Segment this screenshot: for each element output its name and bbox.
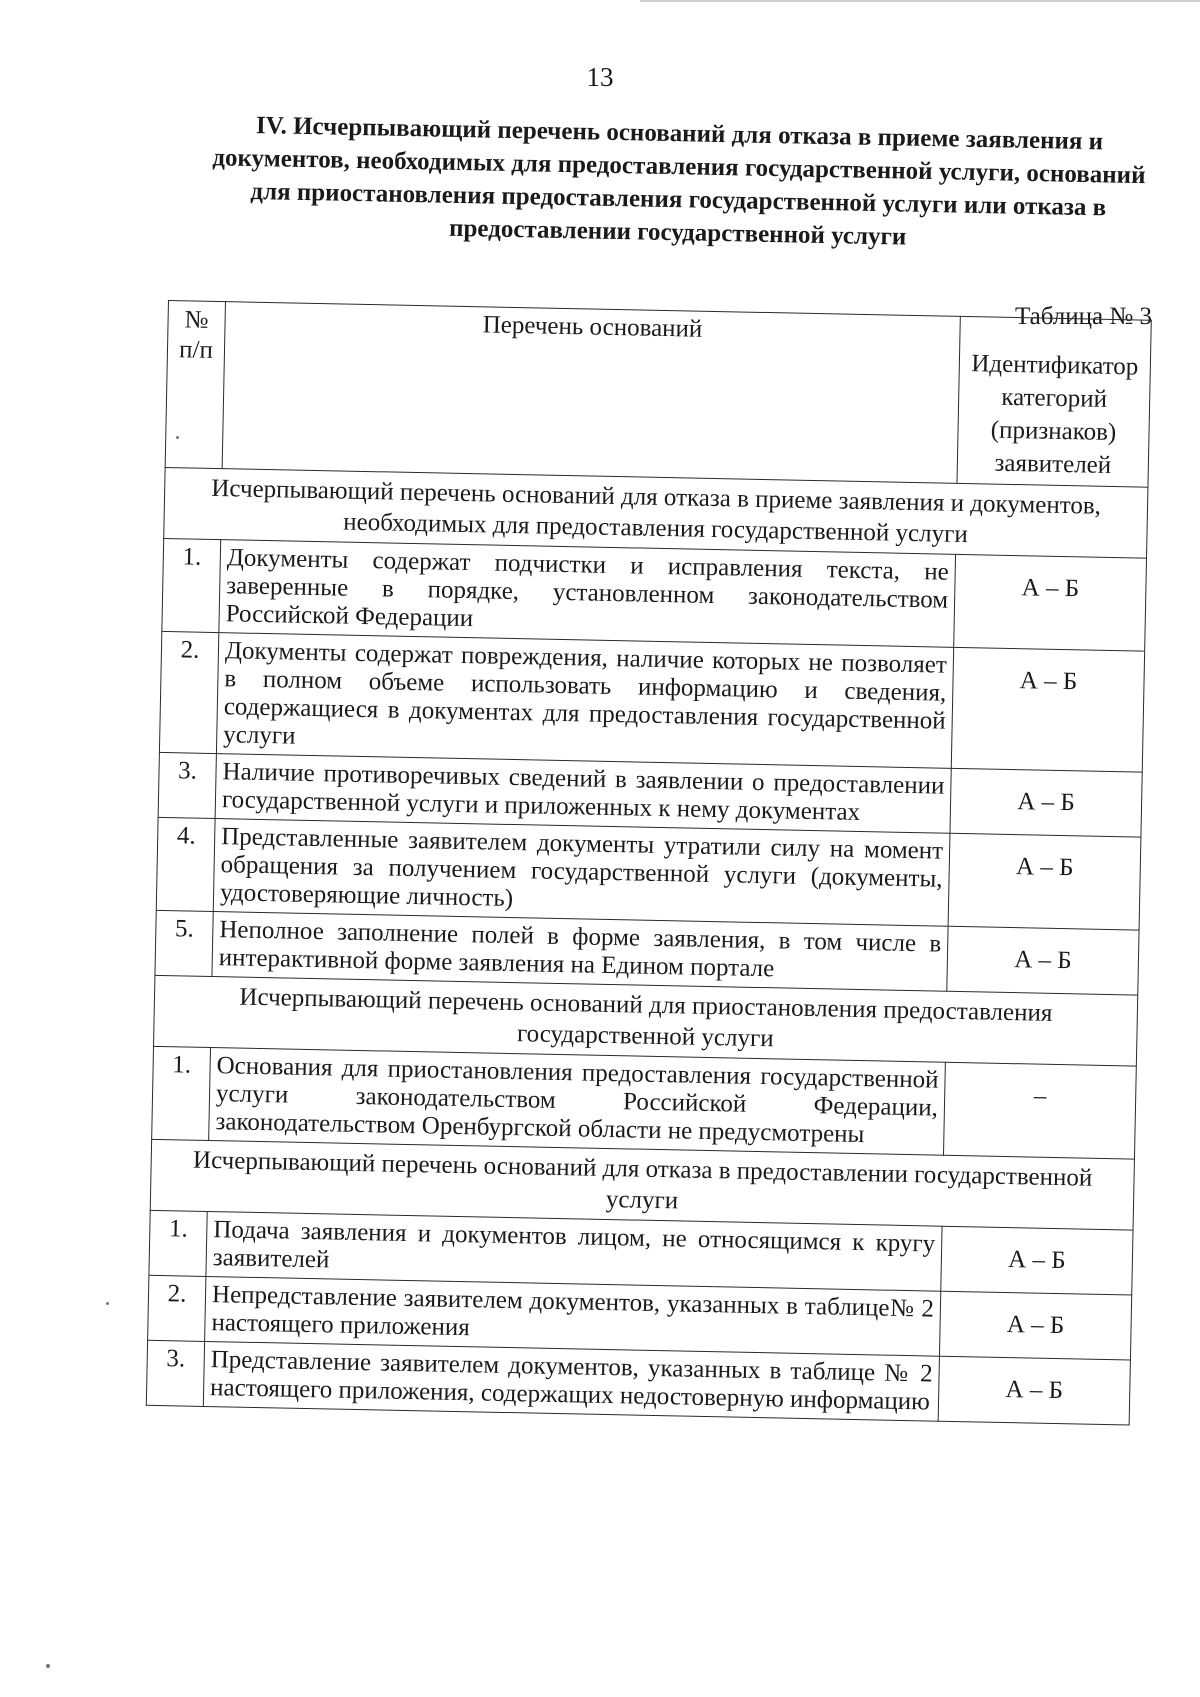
- scan-edge-line: [640, 0, 1200, 2]
- row-grounds-text: Подача заявления и документов лицом, не относящимся к кругу заявителей: [206, 1211, 942, 1291]
- row-number: 5.: [155, 910, 213, 976]
- row-number: 2.: [148, 1275, 206, 1341]
- row-number: 1.: [149, 1210, 207, 1276]
- row-number: 1.: [152, 1046, 211, 1140]
- scan-speck: [176, 436, 179, 439]
- scan-speck: [106, 1302, 109, 1305]
- table-body: [146, 467, 1148, 1425]
- row-category-id: –: [943, 1062, 1136, 1159]
- header-number: № п/п: [165, 301, 225, 469]
- section-title: Исчерпывающий перечень оснований для приостановления предоставления государственной услуги: [154, 975, 1138, 1066]
- row-category-id: А – Б: [939, 1291, 1131, 1360]
- table-caption: Таблица № 3: [1014, 303, 1152, 330]
- header-grounds-list: Перечень оснований: [222, 302, 960, 484]
- row-category-id: А – Б: [951, 647, 1144, 772]
- row-category-id: А – Б: [941, 1226, 1133, 1295]
- row-grounds-text: Представленные заявителем документы утратили силу на момент обращения за получением государственной услуги (документы, удостоверяющие личность): [213, 819, 950, 927]
- header-applicant-category-id: Идентификатор категорий (признаков) заявителей: [957, 316, 1151, 487]
- row-number: 4.: [156, 817, 215, 911]
- row-grounds-text: Документы содержат повреждения, наличие которых не позволяет в полном объеме использовать информацию и сведения, содержащиеся в документах для предоставления государственной услуги: [216, 633, 953, 769]
- row-grounds-text: Неполное заполнение полей в форме заявления, в том числе в интерактивной форме заявления на Едином портале: [212, 912, 948, 992]
- page-number: 13: [586, 62, 614, 92]
- section-heading: IV. Исчерпывающий перечень оснований для отказа в приеме заявления и документов, необходимых для предоставления государственной услуги, оснований для приостановления предоставления государственной услуги или отказа в предоставлении государственной услуги: [212, 112, 1146, 251]
- table-header-row: [165, 301, 1151, 488]
- grounds-table: [146, 300, 1152, 1426]
- row-number: 3.: [158, 752, 216, 818]
- row-grounds-text: Представление заявителем документов, указанных в таблице № 2 настоящего приложения, содержащих недостоверную информацию: [203, 1341, 939, 1421]
- row-grounds-text: Непредставление заявителем документов, указанных в таблице№ 2 настоящего приложения: [205, 1276, 941, 1356]
- grounds-table-wrapper: [146, 300, 1152, 1426]
- row-category-id: А – Б: [954, 554, 1147, 651]
- row-grounds-text: Документы содержат подчистки и исправления текста, не заверенные в порядке, установленном законодательством Российской Федерации: [219, 540, 956, 648]
- row-number: 1.: [162, 538, 221, 632]
- table-row: [159, 631, 1144, 772]
- row-number: 2.: [159, 631, 218, 753]
- row-category-id: А – Б: [950, 768, 1142, 837]
- scan-speck: [46, 1664, 50, 1668]
- row-category-id: А – Б: [938, 1356, 1130, 1425]
- row-category-id: А – Б: [948, 833, 1141, 930]
- section-title: Исчерпывающий перечень оснований для отказа в предоставлении государственной услуги: [150, 1139, 1134, 1230]
- section-title: Исчерпывающий перечень оснований для отказа в приеме заявления и документов, необходимых для предоставления государственной услуги: [164, 467, 1148, 558]
- row-grounds-text: Наличие противоречивых сведений в заявлении о предоставлении государственной услуги и приложенных к нему документах: [215, 754, 951, 834]
- row-category-id: А – Б: [947, 926, 1139, 995]
- row-grounds-text: Основания для приостановления предоставления государственной услуги законодательством Российской Федерации, законодательством Оренбургской области не предусмотрены: [209, 1048, 946, 1156]
- row-number: 3.: [146, 1340, 204, 1406]
